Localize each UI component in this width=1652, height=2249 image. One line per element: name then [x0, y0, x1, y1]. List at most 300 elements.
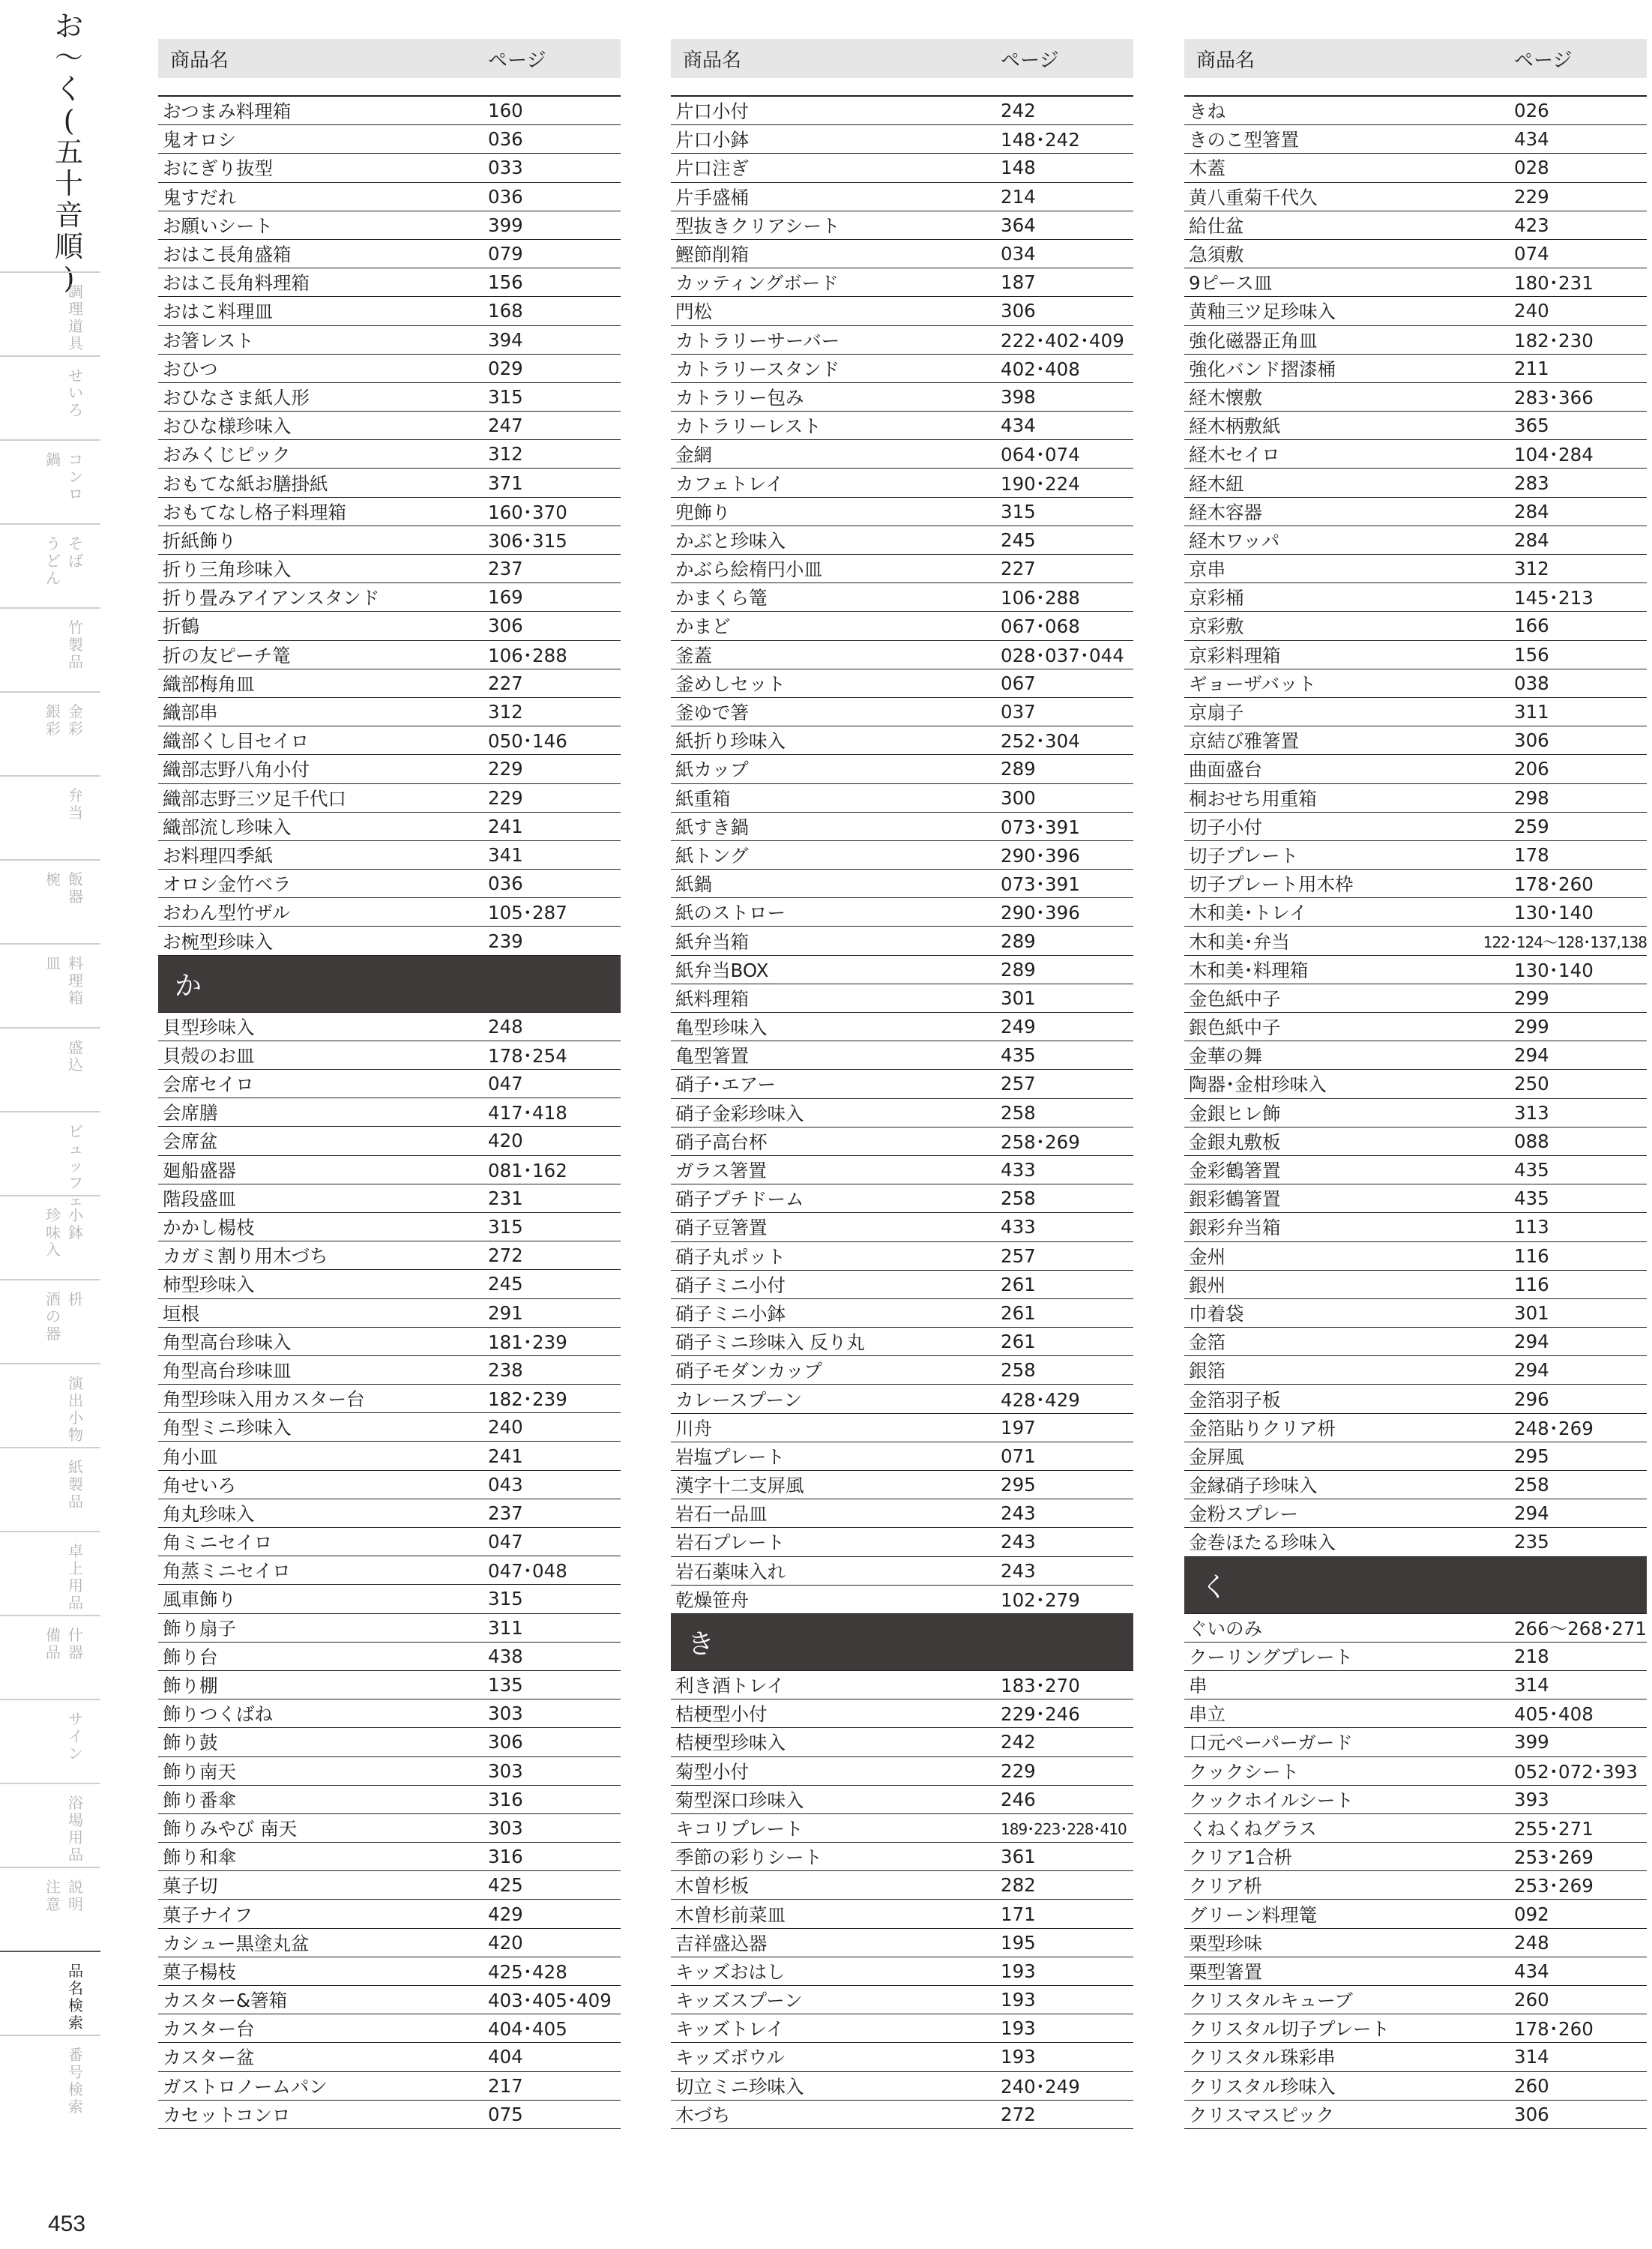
product-name: 桔梗型珍味入: [675, 1732, 786, 1754]
product-name: 鰹節削箱: [675, 244, 749, 266]
table-row: [158, 1986, 621, 2014]
page-ref: 026: [1514, 100, 1549, 122]
table-row: [158, 755, 621, 783]
page-ref: 311: [488, 1616, 523, 1639]
product-name: 硝子高台杯: [675, 1130, 768, 1153]
side-tab-label: [66, 1879, 85, 1913]
page-ref: 425: [488, 1874, 523, 1897]
table-row: [671, 956, 1133, 984]
page-ref: 296: [1514, 1388, 1549, 1410]
page-ref: 433: [1001, 1159, 1036, 1181]
page-ref: 283: [1514, 472, 1549, 494]
product-name: カレースプーン: [675, 1388, 803, 1411]
side-tab[interactable]: [0, 691, 100, 775]
page-ref: 104･284: [1514, 444, 1594, 466]
table-row: [158, 1385, 621, 1413]
page-ref: 399: [1514, 1731, 1549, 1753]
page-ref: 190･224: [1001, 472, 1080, 495]
side-tab[interactable]: [0, 1615, 100, 1699]
page-ref: 074: [1514, 243, 1549, 265]
product-name: 鬼すだれ: [163, 186, 236, 208]
side-tab-label: [43, 703, 63, 738]
product-name: カスター&箸箱: [163, 1990, 288, 2012]
product-name: 京扇子: [1189, 702, 1244, 724]
page-ref: 393: [1514, 1788, 1549, 1810]
side-tab[interactable]: [0, 1195, 100, 1279]
table-row: [671, 784, 1133, 813]
product-name: 硝子ミニ小鉢: [675, 1302, 786, 1325]
table-row: [671, 183, 1133, 211]
product-name: 折り三角珍味入: [163, 559, 292, 581]
product-name: 京彩料理箱: [1189, 644, 1281, 666]
table-row: [1184, 1414, 1647, 1442]
product-name: かぶら絵楕円小皿: [675, 559, 822, 581]
product-name: おひな様珍味入: [163, 415, 292, 438]
product-name: 経木柄敷紙: [1189, 415, 1281, 438]
side-tab-char: 品: [68, 1962, 83, 1980]
table-row: [158, 1843, 621, 1871]
side-tab-label: [66, 1291, 85, 1308]
table-row: [1184, 813, 1647, 841]
table-row: [1184, 755, 1647, 783]
page-ref: 248: [1514, 1931, 1549, 1954]
page-ref: 257: [1001, 1244, 1036, 1267]
page-number: 453: [48, 2212, 86, 2236]
side-tab-char: 入: [46, 1241, 61, 1259]
side-tab-char: う: [46, 535, 61, 553]
page-ref: 238: [488, 1358, 523, 1381]
page-ref: 300: [1001, 786, 1036, 809]
page-ref: 435: [1514, 1159, 1549, 1181]
product-name: 木和美･弁当: [1189, 930, 1290, 953]
side-tab-char: せ: [68, 367, 83, 385]
table-row: [671, 669, 1133, 698]
product-name: お願いシート: [163, 214, 273, 237]
side-tab-char: ろ: [68, 401, 83, 419]
product-name: 金網: [675, 444, 712, 466]
side-tab-char: 理: [68, 300, 83, 318]
page-ref: 231: [488, 1187, 523, 1209]
page-ref: 295: [1001, 1474, 1036, 1496]
product-name: 角蒸ミニセイロ: [163, 1560, 291, 1583]
side-tab-char: ど: [46, 552, 61, 570]
page-ref: 240: [1514, 300, 1549, 322]
product-name: クリスタルキューブ: [1189, 1990, 1353, 2012]
product-name: おひなさま紙人形: [163, 386, 310, 409]
table-row: [671, 1013, 1133, 1041]
product-name: 岩石プレート: [675, 1532, 786, 1554]
page-ref: 301: [1514, 1301, 1549, 1324]
page-ref: 284: [1514, 529, 1549, 551]
page-ref: 071: [1001, 1445, 1036, 1467]
side-tab-char: 号: [68, 2063, 83, 2081]
side-tab[interactable]: [0, 523, 100, 607]
product-name: 桔梗型小付: [675, 1703, 768, 1726]
side-tab-char: 彩: [68, 720, 83, 738]
product-name: 紙折り珍味入: [675, 730, 786, 753]
side-tab-char: 鉢: [68, 1223, 83, 1241]
product-name: 硝子丸ポット: [675, 1245, 786, 1268]
table-row: [671, 412, 1133, 440]
page-ref: 361: [1001, 1846, 1036, 1868]
page-ref: 404･405: [488, 2018, 567, 2041]
side-tab-label: [66, 2047, 85, 2116]
side-tab-char: ン: [68, 1744, 83, 1762]
page-ref: 227: [488, 672, 523, 694]
page-ref: 289: [1001, 930, 1036, 952]
table-row: [1184, 784, 1647, 813]
table-row: [158, 1127, 621, 1155]
table-row: [158, 268, 621, 297]
table-row: [1184, 526, 1647, 555]
side-tab[interactable]: [0, 1279, 100, 1363]
product-name: グリーン料理篭: [1189, 1903, 1318, 1926]
table-row: [1184, 1299, 1647, 1328]
product-name: ギョーザバット: [1189, 672, 1317, 695]
product-name: 曲面盛台: [1189, 759, 1262, 781]
side-tab-char: 品: [46, 1643, 61, 1661]
page-ref: 073･391: [1001, 816, 1080, 838]
product-name: 菓子切: [163, 1875, 218, 1897]
page-ref: 303: [488, 1816, 523, 1839]
side-tab-char: 索: [68, 2014, 83, 2032]
product-name: 菊型深口珍味入: [675, 1789, 804, 1811]
product-name: 折り畳みアイアンスタンド: [163, 587, 380, 609]
product-name: カトラリーサーバー: [675, 329, 840, 352]
page-ref: 229: [488, 758, 523, 780]
side-tab[interactable]: [0, 1363, 100, 1447]
table-row: [158, 326, 621, 355]
page-ref: 255･271: [1514, 1817, 1594, 1840]
side-tab[interactable]: [0, 607, 100, 691]
product-name: 菓子楊枝: [163, 1960, 236, 1983]
table-row: [158, 1328, 621, 1356]
product-name: 岩石一品皿: [675, 1503, 768, 1526]
side-tab-char: ロ: [68, 485, 83, 503]
side-tab[interactable]: [0, 1867, 100, 1951]
page-ref: 289: [1001, 958, 1036, 981]
table-row: [1184, 1013, 1647, 1041]
page-ref: 067･068: [1001, 615, 1080, 638]
product-name: 織部志野三ツ足千代口: [163, 787, 346, 810]
table-row: [671, 641, 1133, 669]
table-row: [158, 1643, 621, 1671]
product-name: 金州: [1189, 1245, 1226, 1268]
product-name: 木和美･料理箱: [1189, 959, 1309, 981]
product-name: 紙トング: [675, 844, 749, 867]
kana-section-header: く: [1184, 1557, 1647, 1614]
page-ref: 195: [1001, 1931, 1036, 1954]
product-name: 織部志野八角小付: [163, 759, 310, 781]
page-ref: 043: [488, 1473, 523, 1496]
side-tab-label: [43, 1291, 63, 1343]
side-tab[interactable]: [0, 1531, 100, 1615]
page-ref: 037: [1001, 701, 1036, 723]
product-name: 木曽杉板: [675, 1875, 749, 1897]
side-tab-char: 出: [68, 1391, 83, 1409]
page-ref: 290･396: [1001, 844, 1080, 867]
side-tab[interactable]: [0, 439, 100, 523]
side-tab-label: [66, 1459, 85, 1511]
page-ref: 261: [1001, 1301, 1036, 1324]
product-name: 金粉スプレー: [1189, 1503, 1299, 1526]
table-row: [158, 1413, 621, 1442]
page-ref: 181･239: [488, 1331, 567, 1353]
table-row: [671, 755, 1133, 783]
side-tab-label: [66, 367, 85, 419]
product-name: きのこ型箸置: [1189, 129, 1299, 151]
table-row: [671, 1385, 1133, 1413]
product-name: 漢字十二支屏風: [675, 1475, 804, 1497]
product-name: 木づち: [675, 2104, 731, 2126]
page-ref: 211: [1514, 357, 1549, 379]
side-tab-char: 検: [68, 2080, 83, 2098]
table-row: [1184, 1614, 1647, 1643]
table-row: [671, 1699, 1133, 1728]
side-tab-label: [66, 1795, 85, 1864]
side-tab-char: 込: [68, 1056, 83, 1074]
side-tab[interactable]: [0, 1783, 100, 1867]
page-ref: 306: [1514, 2103, 1549, 2125]
page-ref: 435: [1001, 1044, 1036, 1067]
page-ref: 294: [1514, 1331, 1549, 1353]
table-row: [671, 1671, 1133, 1699]
product-name: 硝子豆箸置: [675, 1217, 768, 1239]
page-ref: 261: [1001, 1273, 1036, 1295]
side-tab-char: 小: [68, 1206, 83, 1224]
header-page: ページ: [1001, 49, 1059, 72]
page-ref: 047･048: [488, 1560, 567, 1583]
table-row: [158, 1786, 621, 1814]
table-row: [671, 1156, 1133, 1184]
product-name: 紙弁当BOX: [675, 959, 769, 981]
table-row: [671, 726, 1133, 755]
table-row: [158, 927, 621, 955]
side-tab-char: フ: [68, 1174, 83, 1192]
page-ref: 178･260: [1514, 873, 1594, 896]
side-tab[interactable]: [0, 355, 100, 439]
product-name: 硝子ミニ珍味入 反り丸: [675, 1331, 865, 1354]
table-row: [158, 498, 621, 526]
side-tab[interactable]: [0, 943, 100, 1027]
product-name: 切子プレート: [1189, 844, 1299, 867]
side-tab[interactable]: [0, 271, 100, 355]
table-row: [158, 183, 621, 211]
column-body: [1184, 95, 1647, 2129]
page-ref: 420: [488, 1931, 523, 1954]
page-ref: 433: [1001, 1216, 1036, 1238]
product-name: クリア1合枡: [1189, 1846, 1293, 1869]
side-tab-char: 卓: [68, 1542, 83, 1560]
table-row: [158, 583, 621, 612]
product-name: クリスタル珍味入: [1189, 2075, 1336, 2098]
side-tab-char: サ: [68, 1710, 83, 1728]
side-tab-char: 浴: [68, 1794, 83, 1812]
side-tab-char: イ: [68, 1727, 83, 1745]
table-row: [1184, 956, 1647, 984]
side-title-char: 音: [54, 199, 83, 232]
side-tab-char: 品: [68, 1493, 83, 1511]
page-ref: 243: [1001, 1559, 1036, 1582]
side-tab[interactable]: [0, 859, 100, 943]
table-row: [671, 1499, 1133, 1528]
product-name: 急須敷: [1189, 244, 1244, 266]
table-row: [671, 1900, 1133, 1928]
product-name: おはこ長角盛箱: [163, 244, 292, 266]
page-ref: 178: [1514, 843, 1549, 866]
side-tab-char: 場: [68, 1811, 83, 1829]
page-ref: 291: [488, 1301, 523, 1324]
side-tab[interactable]: [0, 1027, 100, 1111]
side-tab[interactable]: [0, 775, 100, 859]
product-name: 柿型珍味入: [163, 1274, 255, 1296]
page-ref: 182･230: [1514, 329, 1594, 352]
page-ref: 073･391: [1001, 873, 1080, 896]
product-name: 紙すき鍋: [675, 816, 749, 838]
table-row: [671, 841, 1133, 870]
table-row: [671, 440, 1133, 469]
page-ref: 303: [488, 1702, 523, 1725]
product-name: 釜めしセット: [675, 672, 786, 695]
product-name: 経木紐: [1189, 472, 1244, 495]
table-row: [671, 1957, 1133, 1986]
page-ref: 227: [1001, 558, 1036, 580]
page-ref: 298: [1514, 786, 1549, 809]
product-name: 黄釉三ツ足珍味入: [1189, 301, 1336, 323]
page-ref: 240: [488, 1416, 523, 1439]
product-name: 桐おせち用重箱: [1189, 787, 1317, 810]
product-name: 片口小付: [675, 100, 749, 123]
table-row: [158, 641, 621, 669]
product-name: クリア枡: [1189, 1875, 1262, 1897]
product-name: 巾着袋: [1189, 1302, 1244, 1325]
page-ref: 193: [1001, 1989, 1036, 2011]
side-tab-char: 道: [68, 317, 83, 335]
page-ref: 088: [1514, 1130, 1549, 1152]
side-tab[interactable]: [0, 1951, 100, 2035]
page-ref: 312: [1514, 558, 1549, 580]
table-row: [1184, 1986, 1647, 2014]
product-name: 門松: [675, 301, 712, 323]
table-row: [671, 326, 1133, 355]
table-row: [671, 898, 1133, 927]
side-tab-char: 味: [46, 1223, 61, 1241]
page-ref: 248･269: [1514, 1417, 1594, 1439]
table-row: [158, 2072, 621, 2101]
product-name: 口元ペーパーガード: [1189, 1732, 1353, 1754]
table-row: [158, 1556, 621, 1585]
product-name: 角ミニセイロ: [163, 1532, 273, 1554]
page-ref: 193: [1001, 1960, 1036, 1982]
side-title-char: お: [54, 10, 83, 43]
product-name: 会席膳: [163, 1102, 218, 1124]
page-ref: 217: [488, 2074, 523, 2097]
page-ref: 166: [1514, 615, 1549, 637]
page-ref: 303: [488, 1759, 523, 1782]
page-ref: 253･269: [1514, 1875, 1594, 1897]
table-row: [671, 240, 1133, 268]
page-ref: 229: [1514, 185, 1549, 208]
side-tab[interactable]: [0, 1699, 100, 1783]
table-row: [1184, 1041, 1647, 1070]
product-name: 織部串: [163, 702, 218, 724]
page-ref: 197: [1001, 1416, 1036, 1439]
side-tab-char: ビ: [68, 1122, 83, 1140]
side-tab[interactable]: [0, 2035, 100, 2119]
side-tab-char: 竹: [68, 618, 83, 636]
table-row: [1184, 154, 1647, 182]
product-name: 折紙飾り: [163, 529, 236, 552]
product-name: お箸レスト: [163, 329, 254, 352]
table-row: [671, 1271, 1133, 1299]
side-tab-char: 珍: [46, 1206, 61, 1224]
page-ref: 257: [1001, 1073, 1036, 1095]
table-row: [671, 1356, 1133, 1385]
product-name: 垣根: [163, 1302, 199, 1325]
product-name: 栗型珍味: [1189, 1932, 1262, 1954]
table-row: [671, 498, 1133, 526]
side-tab-label: [43, 871, 63, 888]
table-row: [1184, 1871, 1647, 1900]
product-name: クックホイルシート: [1189, 1789, 1354, 1811]
column-body: [158, 95, 621, 2129]
page-ref: 222･402･409: [1001, 329, 1124, 352]
side-tab-label: [66, 1963, 85, 2032]
product-name: 飾りみやび 南天: [163, 1817, 298, 1840]
page-ref: 067: [1001, 672, 1036, 694]
table-row: [158, 355, 621, 383]
page-ref: 364: [1001, 214, 1036, 236]
page-ref: 241: [488, 1445, 523, 1467]
product-name: カッティングボード: [675, 272, 839, 295]
page-ref: 435: [1514, 1187, 1549, 1210]
table-row: [1184, 440, 1647, 469]
page-ref: 206: [1514, 758, 1549, 780]
product-name: 紙のストロー: [675, 902, 786, 924]
page-ref: 187: [1001, 271, 1036, 294]
product-name: キッズおはし: [675, 1960, 786, 1983]
product-name: 角型珍味入用カスター台: [163, 1388, 365, 1411]
table-row: [1184, 2101, 1647, 2129]
product-name: クリスタル切子プレート: [1189, 2018, 1390, 2041]
column-header: [158, 39, 621, 78]
page-ref: 028･037･044: [1001, 644, 1124, 666]
product-name: ガストロノームパン: [163, 2075, 328, 2098]
product-name: 栗型箸置: [1189, 1960, 1262, 1983]
page-ref: 306: [488, 615, 523, 637]
table-row: [158, 469, 621, 497]
product-name: カセットコンロ: [163, 2104, 291, 2126]
table-row: [1184, 726, 1647, 755]
kana-section-header: か: [158, 956, 621, 1013]
product-name: 型抜きクリアシート: [675, 214, 840, 237]
side-tab-char: 器: [68, 888, 83, 906]
product-name: 黄八重菊千代久: [1189, 186, 1318, 208]
table-row: [158, 870, 621, 898]
product-name: 織部くし目セイロ: [163, 730, 310, 753]
table-row: [671, 2043, 1133, 2071]
product-name: 切立ミニ珍味入: [675, 2075, 804, 2098]
product-name: 給仕盆: [1189, 214, 1244, 237]
page-ref: 156: [488, 271, 523, 294]
product-name: 金箔: [1189, 1331, 1226, 1354]
page-ref: 259: [1514, 815, 1549, 837]
side-tab[interactable]: [0, 1447, 100, 1531]
side-tab-char: 料: [68, 954, 83, 972]
side-tab[interactable]: [0, 1111, 100, 1209]
table-row: [671, 125, 1133, 154]
side-tab-char: ン: [68, 468, 83, 486]
